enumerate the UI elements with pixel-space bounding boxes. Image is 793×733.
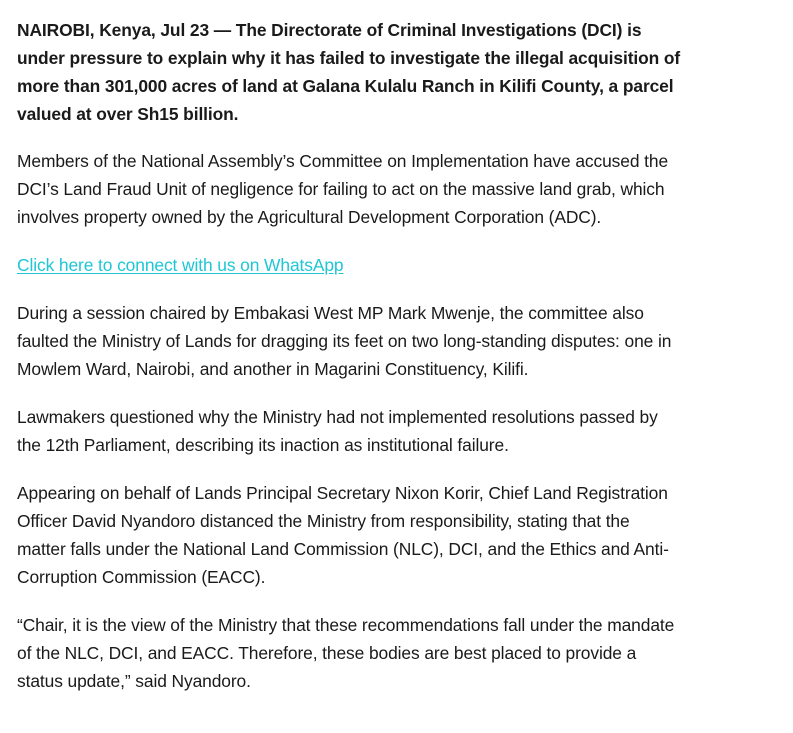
article-lead: NAIROBI, Kenya, Jul 23 — The Directorate of Criminal Investigations (DCI) is under pressure to explain why it has failed to investigate the illegal acquisition of more than 301,000 acres of land at Galana Kulalu Ranch in Kilifi County, a parcel valued at over Sh15 billion. <box>17 20 681 124</box>
article-body <box>17 16 682 715</box>
whatsapp-link[interactable]: Click here to connect with us on WhatsApp <box>17 255 344 275</box>
article-paragraph: During a session chaired by Embakasi West MP Mark Mwenje, the committee also faulted the Ministry of Lands for dragging its feet on two long-standing disputes: one in Mowlem Ward, Nairobi, and another in Magarini Constituency, Kilifi. <box>17 303 672 379</box>
article-paragraph: Lawmakers questioned why the Ministry had not implemented resolutions passed by the 12th Parliament, describing its inaction as institutional failure. <box>17 407 658 455</box>
article-paragraph: Members of the National Assembly’s Committee on Implementation have accused the DCI’s Land Fraud Unit of negligence for failing to act on the massive land grab, which involves property owned by the Agricultural Development Corporation (ADC). <box>17 151 669 227</box>
article-quote: “Chair, it is the view of the Ministry that these recommendations fall under the mandate of the NLC, DCI, and EACC. Therefore, these bodies are best placed to provide a status update,” said Nyandoro. <box>17 615 675 691</box>
article-paragraph: Appearing on behalf of Lands Principal Secretary Nixon Korir, Chief Land Registration Officer David Nyandoro distanced the Ministry from responsibility, stating that the matter falls under the National Land Commission (NLC), DCI, and the Ethics and Anti-Corruption Commission (EACC). <box>17 483 669 587</box>
whatsapp-cta <box>17 251 682 279</box>
